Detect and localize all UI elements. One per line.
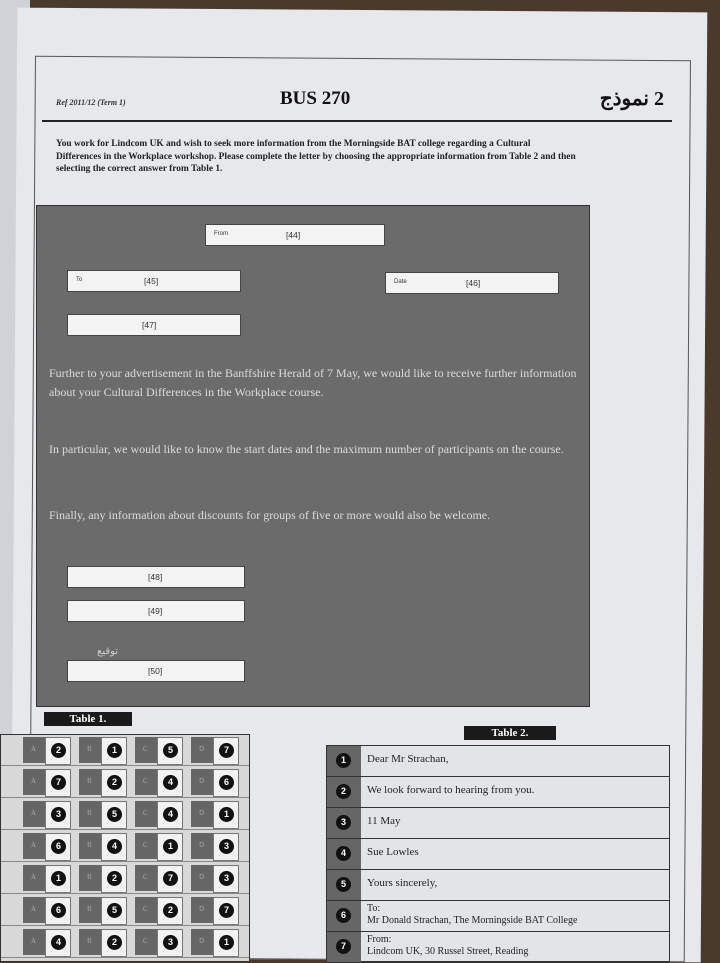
option-letter-cell: [135, 833, 159, 859]
option-letter-cell: [23, 897, 47, 923]
answer-choice[interactable]: [45, 929, 71, 957]
closing-number-2: [49]: [148, 606, 163, 616]
option-letter-cell: [135, 865, 159, 891]
item-text: [367, 934, 528, 958]
salutation-number: [47]: [142, 320, 157, 330]
answer-choice[interactable]: [45, 897, 71, 925]
option-letter: C: [143, 873, 148, 881]
choice-number: 5: [163, 743, 178, 758]
option-letter-cell: [135, 801, 159, 827]
option-letter-cell: [79, 833, 103, 859]
answer-choice[interactable]: [213, 737, 239, 765]
choice-number: 2: [107, 871, 122, 886]
option-letter-cell: [191, 929, 215, 955]
option-letter: D: [199, 937, 205, 945]
model-number: 2 نموذج: [599, 88, 664, 110]
choice-number: 7: [219, 743, 234, 758]
date-label: Date: [394, 279, 407, 285]
choice-number: 3: [219, 871, 234, 886]
option-letter: D: [199, 841, 205, 849]
answer-choice[interactable]: [213, 929, 239, 957]
answer-choice[interactable]: [213, 865, 239, 893]
item-number-cell: [327, 870, 361, 900]
answer-choice[interactable]: [101, 737, 127, 765]
to-number: [45]: [144, 276, 159, 286]
option-letter-cell: [23, 833, 47, 859]
choice-number: 4: [163, 807, 178, 822]
closing-number-1: [48]: [148, 572, 163, 582]
choice-number: 4: [163, 775, 178, 790]
date-number: [46]: [466, 278, 481, 288]
option-letter: A: [31, 873, 37, 881]
choice-number: 7: [51, 775, 66, 790]
answer-choice[interactable]: [45, 801, 71, 829]
salutation-box: [67, 314, 241, 336]
choice-number: 2: [107, 775, 122, 790]
option-letter: C: [143, 841, 148, 849]
option-letter-cell: [79, 897, 103, 923]
item-text: 11 May: [367, 815, 401, 827]
answer-choice[interactable]: [157, 865, 183, 893]
item-number: 3: [336, 815, 351, 830]
table-2-row: [327, 777, 669, 808]
option-letter: B: [87, 777, 92, 785]
table-1-row: [1, 799, 249, 830]
option-letter-cell: [79, 865, 103, 891]
answer-choice[interactable]: [213, 801, 239, 829]
instructions: You work for Lindcom UK and wish to seek more information from the Morningside BAT college regarding a Cultural Differences in the Workplace workshop. Please complete the letter by choosing the appropriate information from Table 2 and then selecting the correct answer from Table 1.: [56, 139, 576, 174]
option-letter-cell: [191, 737, 215, 763]
item-text-line-1: To:: [367, 903, 381, 914]
option-letter-cell: [79, 929, 103, 955]
item-number-cell: [327, 932, 361, 962]
table-1: [0, 734, 250, 962]
option-letter: D: [199, 745, 205, 753]
option-letter-cell: [191, 801, 215, 827]
choice-number: 7: [163, 871, 178, 886]
choice-number: 4: [107, 839, 122, 854]
option-letter: A: [31, 745, 37, 753]
item-text: We look forward to hearing from you.: [367, 784, 535, 796]
option-letter-cell: [23, 929, 47, 955]
option-letter-cell: [23, 801, 47, 827]
answer-choice[interactable]: [45, 865, 71, 893]
table-2-row: [327, 901, 669, 932]
table-2-label: Table 2.: [464, 726, 556, 740]
closing-box-2: [67, 600, 245, 622]
item-text-line-2: Mr Donald Strachan, The Morningside BAT College: [367, 915, 578, 926]
option-letter: C: [143, 745, 148, 753]
option-letter: B: [87, 937, 92, 945]
answer-choice[interactable]: [157, 769, 183, 797]
item-number-cell: [327, 808, 361, 838]
answer-choice[interactable]: [101, 897, 127, 925]
choice-number: 2: [163, 903, 178, 918]
answer-choice[interactable]: [45, 737, 71, 765]
from-label: From: [214, 231, 228, 237]
table-2-row: [327, 839, 669, 870]
item-number-cell: [327, 777, 361, 807]
letter-panel: [36, 205, 590, 707]
from-box: [205, 224, 385, 246]
to-box: [67, 270, 241, 292]
option-letter-cell: [135, 897, 159, 923]
choice-number: 1: [163, 839, 178, 854]
option-letter: B: [87, 905, 92, 913]
option-letter: B: [87, 873, 92, 881]
from-number: [44]: [286, 230, 301, 240]
choice-number: 1: [219, 935, 234, 950]
answer-choice[interactable]: [45, 833, 71, 861]
table-2: [326, 745, 670, 962]
table-2-row: [327, 870, 669, 901]
choice-number: 5: [107, 903, 122, 918]
date-box: [385, 272, 559, 294]
closing-box-1: [67, 566, 245, 588]
option-letter-cell: [191, 833, 215, 859]
option-letter: C: [143, 937, 148, 945]
item-text: [367, 903, 577, 927]
answer-choice[interactable]: [157, 801, 183, 829]
page-header: [42, 82, 672, 122]
answer-choice[interactable]: [101, 769, 127, 797]
option-letter: A: [31, 777, 37, 785]
option-letter-cell: [79, 737, 103, 763]
option-letter-cell: [135, 737, 159, 763]
table-2-row: [327, 932, 669, 963]
choice-number: 4: [51, 935, 66, 950]
option-letter: B: [87, 841, 92, 849]
item-text: Sue Lowles: [367, 846, 419, 858]
item-number: 4: [336, 846, 351, 861]
answer-choice[interactable]: [45, 769, 71, 797]
choice-number: 6: [51, 839, 66, 854]
option-letter-cell: [191, 897, 215, 923]
table-1-row: [1, 831, 249, 862]
item-number: 7: [336, 939, 351, 954]
item-number: 1: [336, 753, 351, 768]
option-letter: D: [199, 873, 205, 881]
table-2-row: [327, 746, 669, 777]
choice-number: 6: [219, 775, 234, 790]
answer-choice[interactable]: [157, 737, 183, 765]
item-number: 6: [336, 908, 351, 923]
item-number-cell: [327, 746, 361, 776]
option-letter-cell: [23, 737, 47, 763]
option-letter-cell: [23, 865, 47, 891]
reference-text: Ref 2011/12 (Term 1): [56, 98, 126, 107]
option-letter: A: [31, 937, 37, 945]
signature-box: [67, 660, 245, 682]
item-text: Dear Mr Strachan,: [367, 753, 449, 765]
answer-choice[interactable]: [157, 833, 183, 861]
answer-choice[interactable]: [101, 865, 127, 893]
choice-number: 1: [107, 743, 122, 758]
answer-choice[interactable]: [101, 929, 127, 957]
option-letter: C: [143, 905, 148, 913]
item-number: 2: [336, 784, 351, 799]
item-number-cell: [327, 901, 361, 931]
option-letter: A: [31, 841, 37, 849]
table-1-row: [1, 863, 249, 894]
option-letter-cell: [191, 865, 215, 891]
choice-number: 1: [219, 807, 234, 822]
item-text: Yours sincerely,: [367, 877, 438, 889]
choice-number: 2: [51, 743, 66, 758]
to-label: To: [76, 277, 83, 283]
option-letter: C: [143, 809, 148, 817]
choice-number: 3: [51, 807, 66, 822]
choice-number: 5: [107, 807, 122, 822]
choice-number: 1: [51, 871, 66, 886]
answer-choice[interactable]: [101, 833, 127, 861]
answer-choice[interactable]: [101, 801, 127, 829]
choice-number: 3: [163, 935, 178, 950]
table-1-row: [1, 895, 249, 926]
option-letter: D: [199, 777, 205, 785]
choice-number: 3: [219, 839, 234, 854]
option-letter: D: [199, 809, 205, 817]
choice-number: 6: [51, 903, 66, 918]
item-number: 5: [336, 877, 351, 892]
option-letter: A: [31, 905, 37, 913]
option-letter-cell: [191, 769, 215, 795]
option-letter-cell: [135, 769, 159, 795]
table-2-row: [327, 808, 669, 839]
choice-number: 7: [219, 903, 234, 918]
signature-note: توقيع: [97, 646, 119, 657]
item-number-cell: [327, 839, 361, 869]
course-code: BUS 270: [280, 88, 351, 109]
answer-choice[interactable]: [157, 897, 183, 925]
option-letter-cell: [135, 929, 159, 955]
table-1-label: Table 1.: [44, 712, 132, 726]
letter-paragraph-3: Finally, any information about discounts for groups of five or more would also be welcome.: [49, 508, 491, 522]
item-text-line-1: From:: [367, 934, 392, 945]
answer-choice[interactable]: [213, 897, 239, 925]
option-letter-cell: [79, 801, 103, 827]
option-letter: A: [31, 809, 37, 817]
option-letter-cell: [79, 769, 103, 795]
option-letter-cell: [23, 769, 47, 795]
option-letter: C: [143, 777, 148, 785]
table-1-row: [1, 735, 249, 766]
option-letter: B: [87, 745, 92, 753]
option-letter: D: [199, 905, 205, 913]
table-1-row: [1, 767, 249, 798]
choice-number: 2: [107, 935, 122, 950]
signature-number: [50]: [148, 666, 163, 676]
option-letter: B: [87, 809, 92, 817]
letter-paragraph-1: Further to your advertisement in the Banffshire Herald of 7 May, we would like to receive further information about your Cultural Differences in the Workplace course.: [49, 366, 577, 399]
letter-paragraph-2: In particular, we would like to know the start dates and the maximum number of participants on the course.: [49, 442, 564, 456]
item-text-line-2: Lindcom UK, 30 Russel Street, Reading: [367, 946, 529, 957]
answer-choice[interactable]: [213, 833, 239, 861]
answer-choice[interactable]: [213, 769, 239, 797]
answer-choice[interactable]: [157, 929, 183, 957]
table-1-row: [1, 927, 249, 958]
